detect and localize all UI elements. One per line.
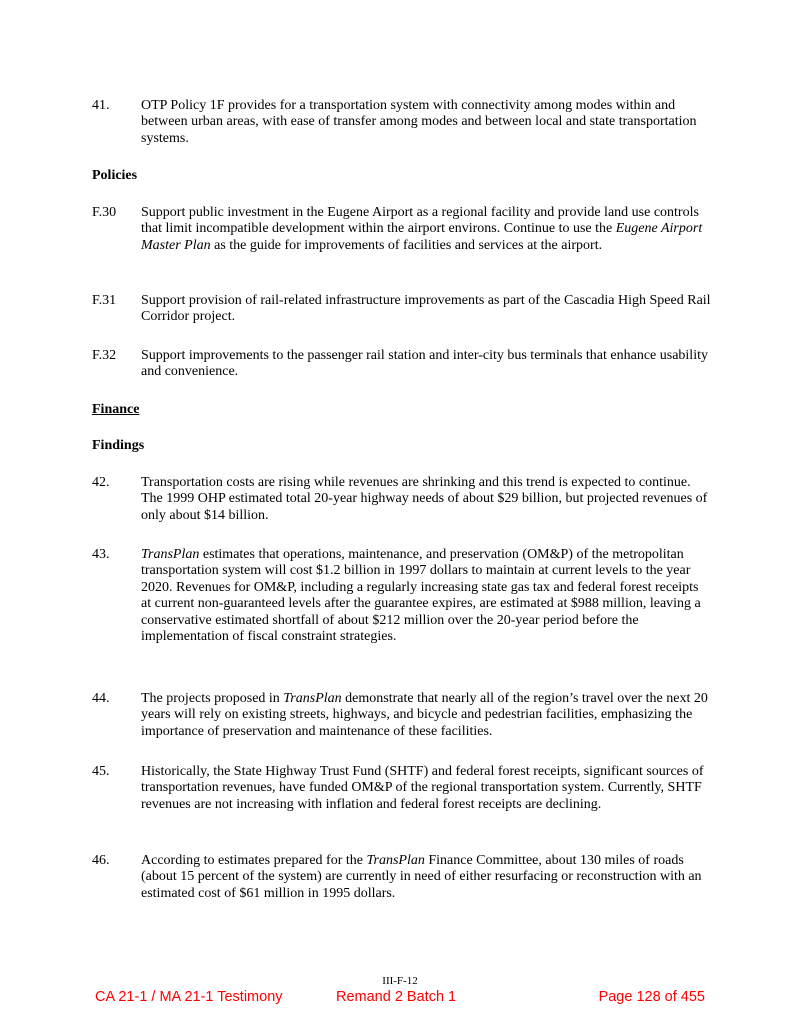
item-text: Support provision of rail-related infrastructure improvements as part of the Cascadia High Speed Rail Corridor project. — [141, 293, 711, 325]
policies-heading: Policies — [92, 168, 138, 183]
item-text: The projects proposed in TransPlan demonstrate that nearly all of the region’s travel over the next 20 years will rely on existing streets, highways, and bicycle and pedestrian facilities, emphasizing the importance of preservation and maintenance of these facilities. — [141, 691, 708, 739]
document-title: Eugene Airport Master Plan — [141, 221, 703, 253]
item-number: 46. — [92, 853, 110, 868]
item-number: F.30 — [92, 205, 117, 220]
footer-batch-label: Remand 2 Batch 1 — [336, 989, 457, 1005]
testimony-footer — [0, 989, 800, 1009]
item-text: Transportation costs are rising while revenues are shrinking and this trend is expected to continue. The 1999 OHP estimated total 20-year highway needs of about $29 billion, but projected revenues of only about $14 billion. — [141, 475, 708, 523]
item-text: TransPlan estimates that operations, maintenance, and preservation (OM&P) of the metropolitan transportation system will cost $1.2 billion in 1997 dollars to maintain at current levels to the year 2020. Revenues for OM&P, including a regularly increasing state gas tax and federal forest receipts at current non-guaranteed levels after the guarantee expires, are estimated at $988 million, leaving a conservative estimated shortfall of about $212 million over the 20-year period before the implementation of fiscal constraint strategies. — [141, 547, 701, 645]
item-number: 41. — [92, 98, 110, 113]
document-title: TransPlan — [141, 547, 200, 562]
item-number: 42. — [92, 475, 110, 490]
document-title: TransPlan — [366, 853, 425, 868]
item-number: 44. — [92, 691, 110, 706]
footer-page-count: Page 128 of 455 — [598, 989, 705, 1005]
finance-heading: Finance — [92, 402, 140, 417]
document-title: TransPlan — [283, 691, 342, 706]
item-number: 45. — [92, 764, 110, 779]
item-text: OTP Policy 1F provides for a transportation system with connectivity among modes within and between urban areas, with ease of transfer among modes and between local and state transportation systems. — [141, 98, 697, 146]
findings-heading: Findings — [92, 438, 145, 453]
footer-case-label: CA 21-1 / MA 21-1 Testimony — [95, 989, 283, 1005]
item-number: 43. — [92, 547, 110, 562]
item-text: Historically, the State Highway Trust Fund (SHTF) and federal forest receipts, significant sources of transportation revenues, have funded OM&P of the regional transportation system. Currently, SHTF revenues are not increasing with inflation and federal forest receipts are declining. — [141, 764, 704, 812]
item-number: F.32 — [92, 348, 117, 363]
item-number: F.31 — [92, 293, 117, 308]
page-code: III-F-12 — [382, 975, 418, 987]
item-text: According to estimates prepared for the TransPlan Finance Committee, about 130 miles of roads (about 15 percent of the system) are currently in need of either resurfacing or reconstruction with an estimated cost of $61 million in 1995 dollars. — [141, 853, 702, 901]
item-text: Support improvements to the passenger rail station and inter-city bus terminals that enhance usability and convenience. — [141, 348, 708, 380]
item-text: Support public investment in the Eugene Airport as a regional facility and provide land use controls that limit incompatible development within the airport environs. Continue to use the Eugene Airport Master Plan as the guide for improvements of facilities and services at the airport. — [141, 205, 703, 253]
